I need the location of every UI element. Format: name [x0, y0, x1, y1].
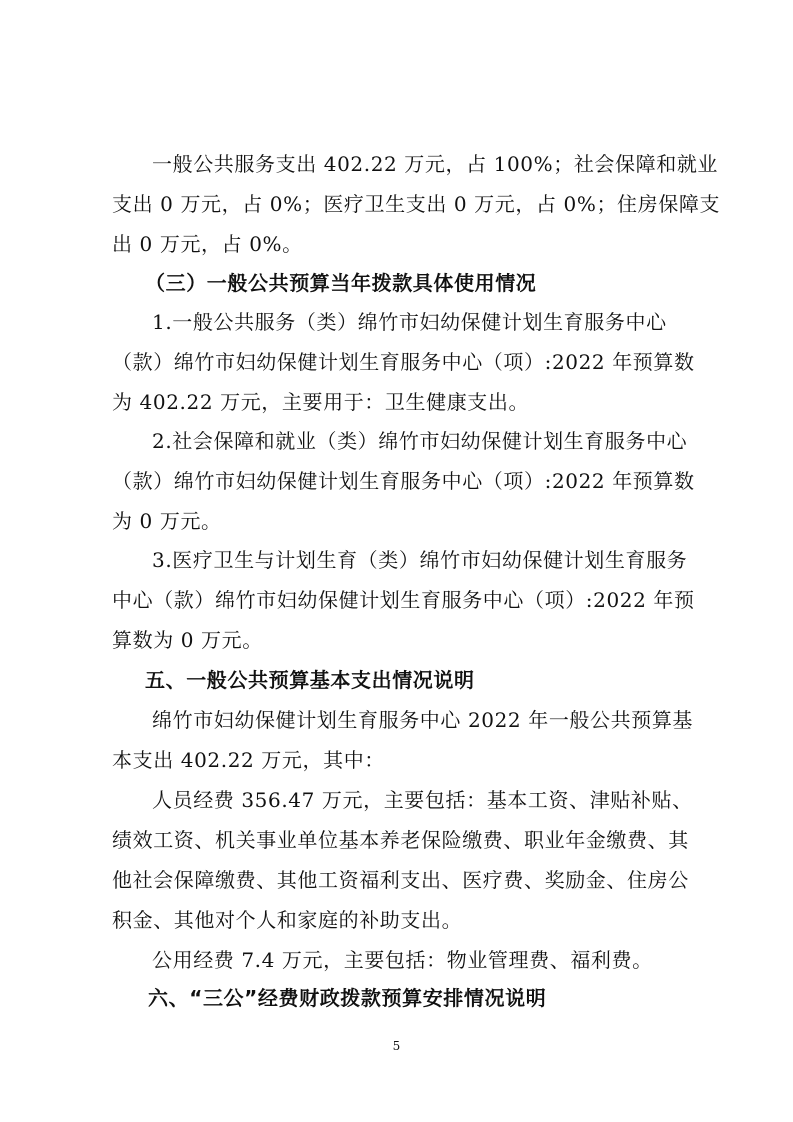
paragraph-line: [0, 224, 793, 264]
paragraph-line: [0, 620, 793, 660]
paragraph-line: [0, 501, 793, 541]
body-text: 为 0 万元。: [112, 509, 222, 533]
paragraph-line: [0, 382, 793, 422]
paragraph-line: [0, 342, 793, 382]
section-heading: [0, 263, 793, 303]
body-text: （款）绵竹市妇幼保健计划生育服务中心（项）:2022 年预算数: [112, 350, 695, 374]
body-text: 中心（款）绵竹市妇幼保健计划生育服务中心（项）:2022 年预: [112, 588, 695, 612]
body-text: 绩效工资、机关事业单位基本养老保险缴费、职业年金缴费、其: [112, 828, 689, 852]
body-text: 一般公共服务支出 402.22 万元，占 100%；社会保障和就业: [152, 152, 719, 176]
section-heading-text: 五、一般公共预算基本支出情况说明: [145, 668, 475, 692]
body-text: 本支出 402.22 万元，其中：: [112, 748, 385, 772]
page-number: 5: [392, 1039, 401, 1053]
paragraph-line: [0, 540, 793, 580]
body-text: 1.一般公共服务（类）绵竹市妇幼保健计划生育服务中心: [152, 310, 667, 334]
paragraph-line: [0, 461, 793, 501]
paragraph-line: [0, 580, 793, 620]
body-text: 积金、其他对个人和家庭的补助支出。: [112, 908, 463, 932]
paragraph-line: [0, 780, 793, 820]
paragraph-line: [0, 302, 793, 342]
body-text: 算数为 0 万元。: [112, 628, 263, 652]
paragraph-line: [0, 421, 793, 461]
body-text: 3.医疗卫生与计划生育（类）绵竹市妇幼保健计划生育服务: [152, 548, 688, 572]
paragraph-line: [0, 700, 793, 740]
paragraph-line: [0, 740, 793, 780]
paragraph-line: [0, 940, 793, 980]
section-heading: [0, 978, 793, 1018]
body-text: 为 402.22 万元，主要用于：卫生健康支出。: [112, 390, 530, 414]
body-text: 公用经费 7.4 万元，主要包括：物业管理费、福利费。: [152, 948, 653, 972]
body-text: 2.社会保障和就业（类）绵竹市妇幼保健计划生育服务中心: [152, 429, 688, 453]
paragraph-line: [0, 900, 793, 940]
body-text: 他社会保障缴费、其他工资福利支出、医疗费、奖励金、住房公: [112, 868, 689, 892]
paragraph-line: [0, 860, 793, 900]
body-text: 出 0 万元，占 0%。: [112, 232, 303, 256]
paragraph-line: [0, 184, 793, 224]
paragraph-line: [0, 820, 793, 860]
body-text: （款）绵竹市妇幼保健计划生育服务中心（项）:2022 年预算数: [112, 469, 695, 493]
body-text: 人员经费 356.47 万元，主要包括：基本工资、津贴补贴、: [152, 788, 693, 812]
paragraph-line: [0, 144, 793, 184]
section-heading-text: 六、“三公”经费财政拨款预算安排情况说明: [148, 986, 547, 1010]
section-heading: [0, 660, 793, 700]
body-text: 支出 0 万元，占 0%；医疗卫生支出 0 万元，占 0%；住房保障支: [112, 192, 721, 216]
section-heading-text: （三）一般公共预算当年拨款具体使用情况: [145, 271, 537, 295]
body-text: 绵竹市妇幼保健计划生育服务中心 2022 年一般公共预算基: [152, 708, 694, 732]
